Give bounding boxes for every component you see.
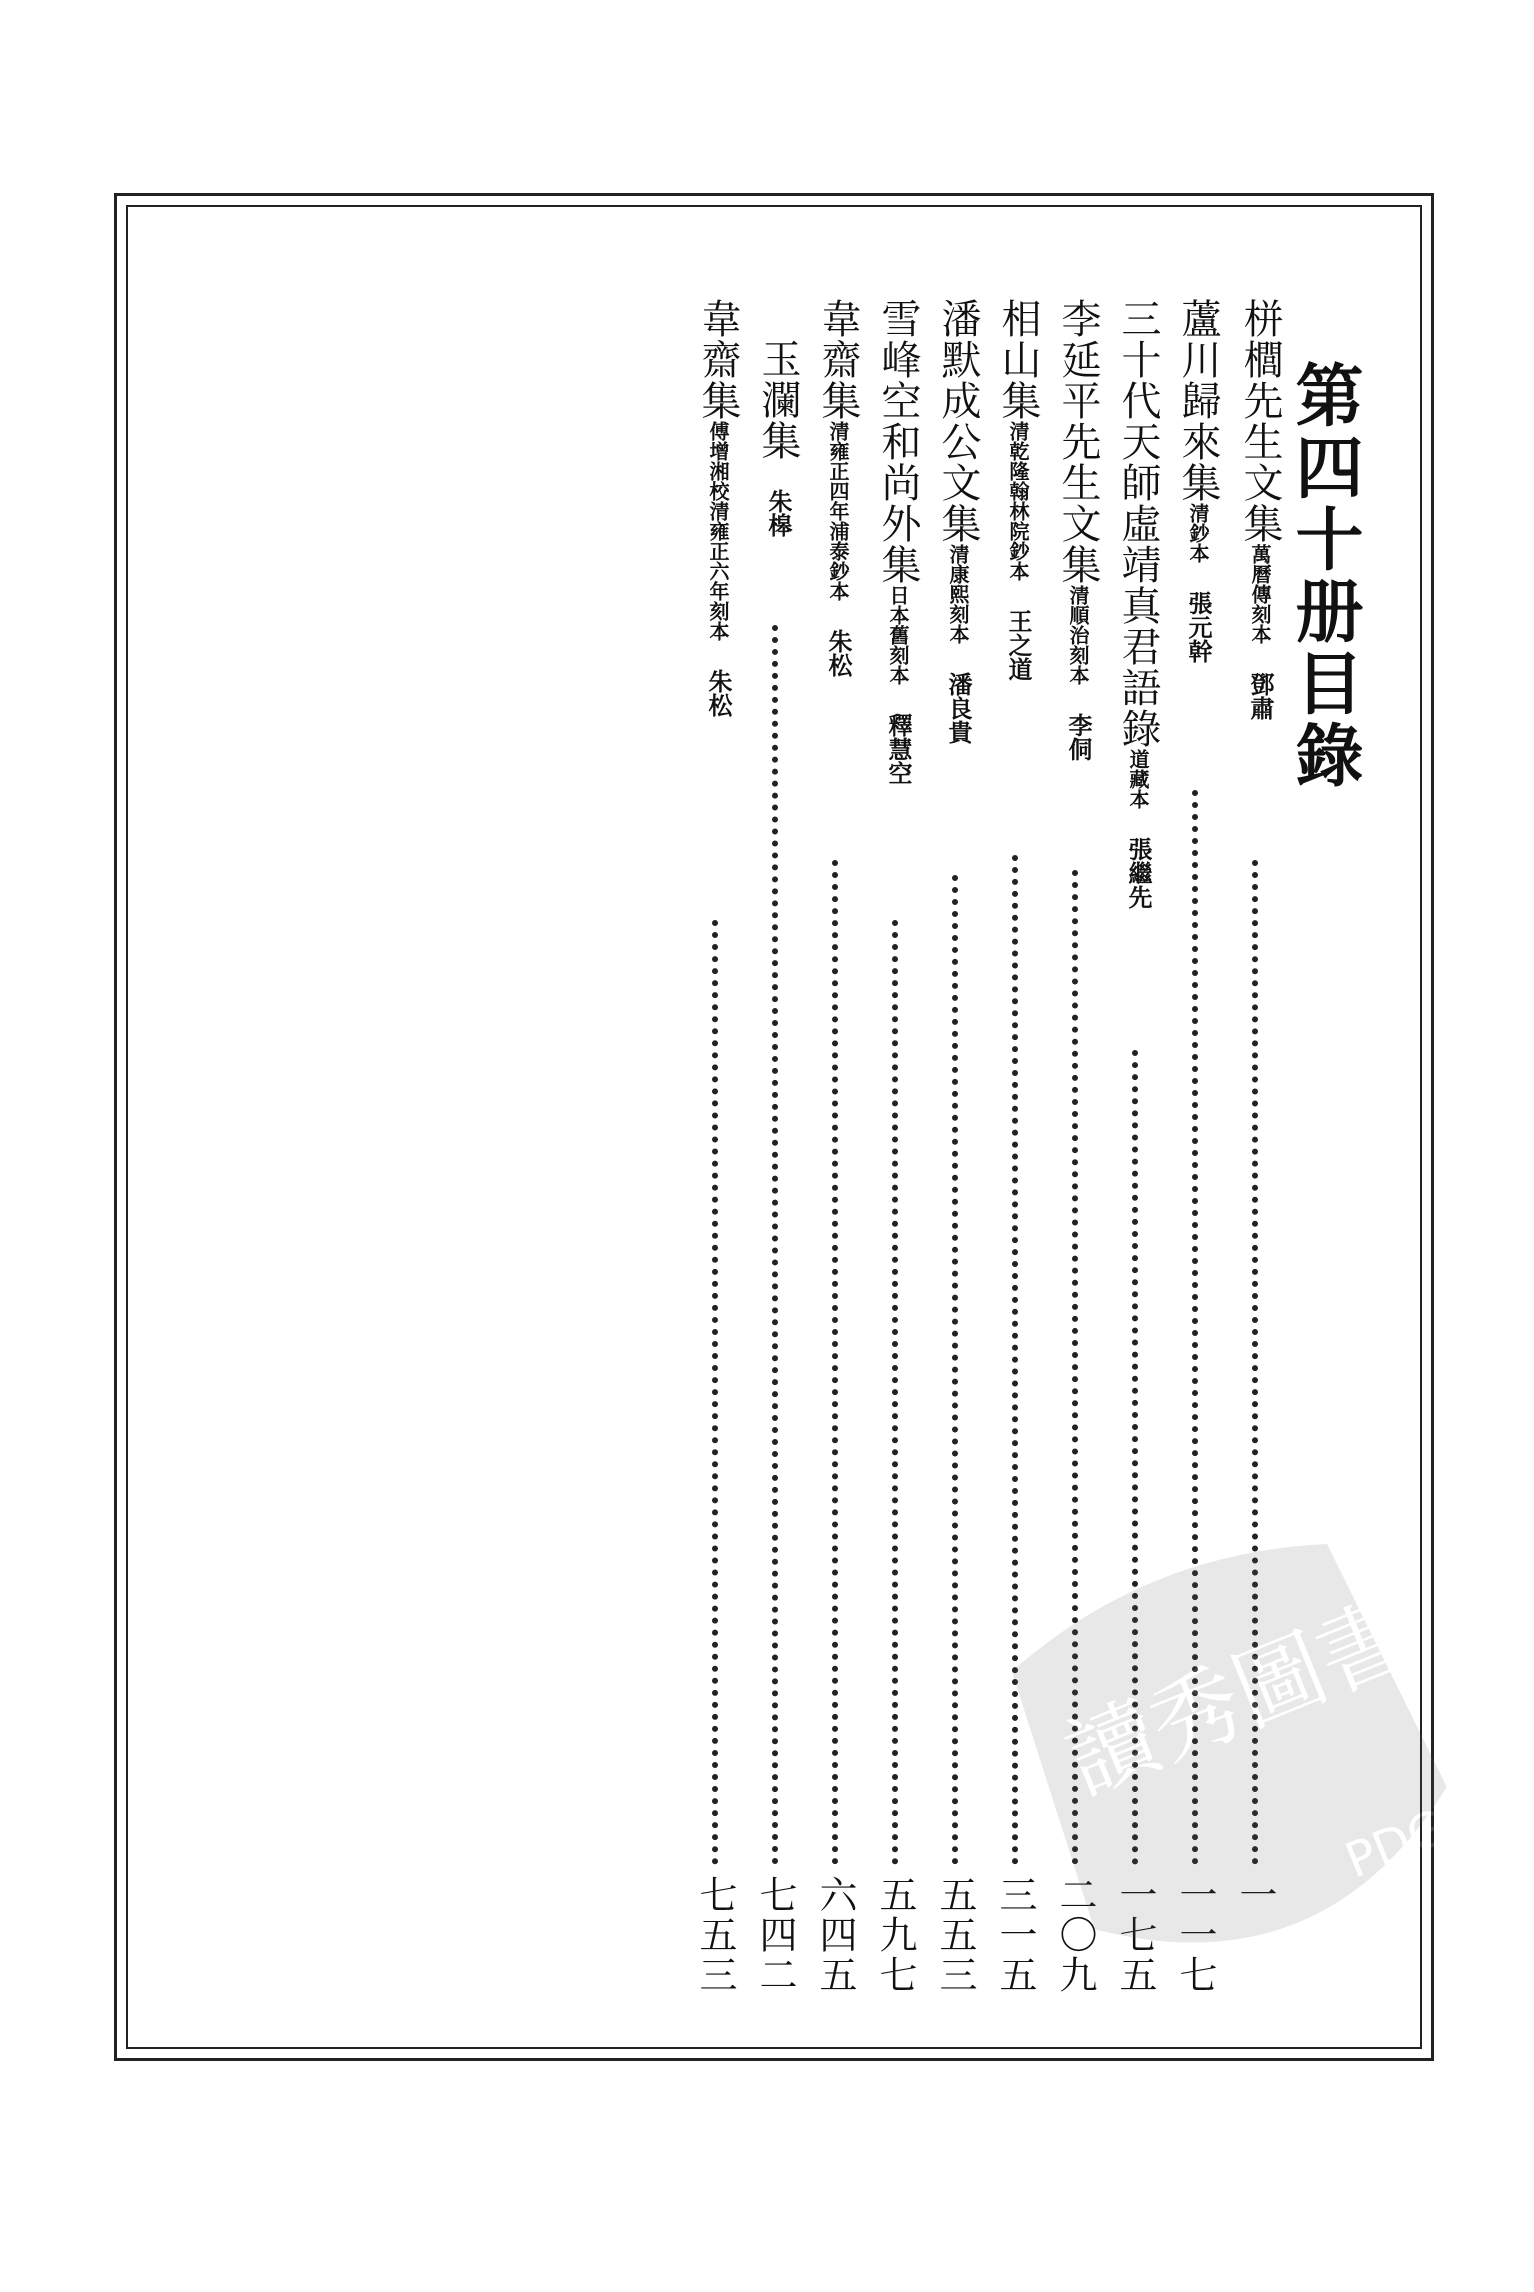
entry-author: 釋慧空 (884, 713, 913, 785)
entry-title: 蘆川歸來集 (1175, 298, 1221, 503)
entry-page-number: 三一五 (993, 1875, 1037, 1995)
entry-page-number: 五九七 (873, 1875, 917, 1995)
entry-page-number: 七五三 (693, 1875, 737, 1995)
entry-author: 朱松 (824, 629, 853, 677)
entry-edition: 清鈔本 (1186, 503, 1210, 563)
leader-dots (832, 860, 838, 1865)
toc-entry[interactable] (995, 298, 1041, 681)
toc-entry[interactable] (875, 298, 921, 785)
entry-title: 韋齋集 (815, 298, 861, 421)
leader-dots (1252, 860, 1258, 1865)
entry-title: 韋齋集 (695, 298, 741, 421)
entry-edition: 清乾隆翰林院鈔本 (1006, 421, 1030, 581)
entry-author: 朱槔 (764, 489, 793, 537)
entry-edition: 清康熙刻本 (946, 544, 970, 644)
entry-edition: 日本舊刻本 (886, 585, 910, 685)
leader-dots (952, 875, 958, 1865)
entry-author: 張繼先 (1124, 837, 1153, 909)
entry-page-number: 六四五 (813, 1875, 857, 1995)
leader-dots (1012, 855, 1018, 1865)
entry-edition: 道藏本 (1126, 749, 1150, 809)
entry-author: 潘良貴 (944, 672, 973, 744)
entry-author: 張元幹 (1184, 591, 1213, 663)
entry-title: 雪峰空和尚外集 (875, 298, 921, 585)
entry-edition: 清順治刻本 (1066, 585, 1090, 685)
entry-edition: 清雍正四年浦泰鈔本 (826, 421, 850, 601)
entry-page-number: 七四二 (753, 1875, 797, 1995)
toc-entry[interactable] (1115, 298, 1161, 909)
toc-entry[interactable] (1055, 298, 1101, 761)
toc-entry[interactable] (1175, 298, 1221, 663)
entry-page-number: 二〇九 (1053, 1875, 1097, 1995)
leader-dots (1072, 870, 1078, 1865)
entry-title: 玉瀾集 (755, 338, 801, 461)
entry-edition: 傅增湘校清雍正六年刻本 (706, 421, 730, 641)
seal-text: 讀秀圖書 (1051, 1581, 1425, 1815)
entry-page-number: 一一七 (1173, 1875, 1217, 1995)
toc-entry[interactable] (815, 298, 861, 677)
entry-title: 相山集 (995, 298, 1041, 421)
entry-author: 王之道 (1004, 609, 1033, 681)
entry-page-number: 一七五 (1113, 1875, 1157, 1995)
entry-page-number: 五五三 (933, 1875, 977, 1995)
toc-entry[interactable] (755, 338, 801, 537)
entry-title: 潘默成公文集 (935, 298, 981, 544)
toc-entry[interactable] (1237, 298, 1283, 720)
entry-author: 鄧肅 (1246, 672, 1275, 720)
entry-page-number: 一 (1233, 1875, 1277, 1915)
entry-edition: 萬曆傳刻本 (1248, 544, 1272, 644)
entry-title: 李延平先生文集 (1055, 298, 1101, 585)
entry-author: 李侗 (1064, 713, 1093, 761)
leader-dots (1132, 1050, 1138, 1865)
leader-dots (1192, 790, 1198, 1865)
entry-author: 朱松 (704, 669, 733, 717)
entry-title: 栟櫚先生文集 (1237, 298, 1283, 544)
leader-dots (772, 625, 778, 1865)
toc-entry[interactable] (695, 298, 741, 717)
entry-title: 三十代天師虛靖真君語錄 (1115, 298, 1161, 749)
page-title: 第四十册目錄 (1284, 360, 1364, 792)
leader-dots (892, 920, 898, 1865)
seal-mark: PDG (1337, 1798, 1455, 1890)
leader-dots (712, 920, 718, 1865)
toc-entry[interactable] (935, 298, 981, 744)
